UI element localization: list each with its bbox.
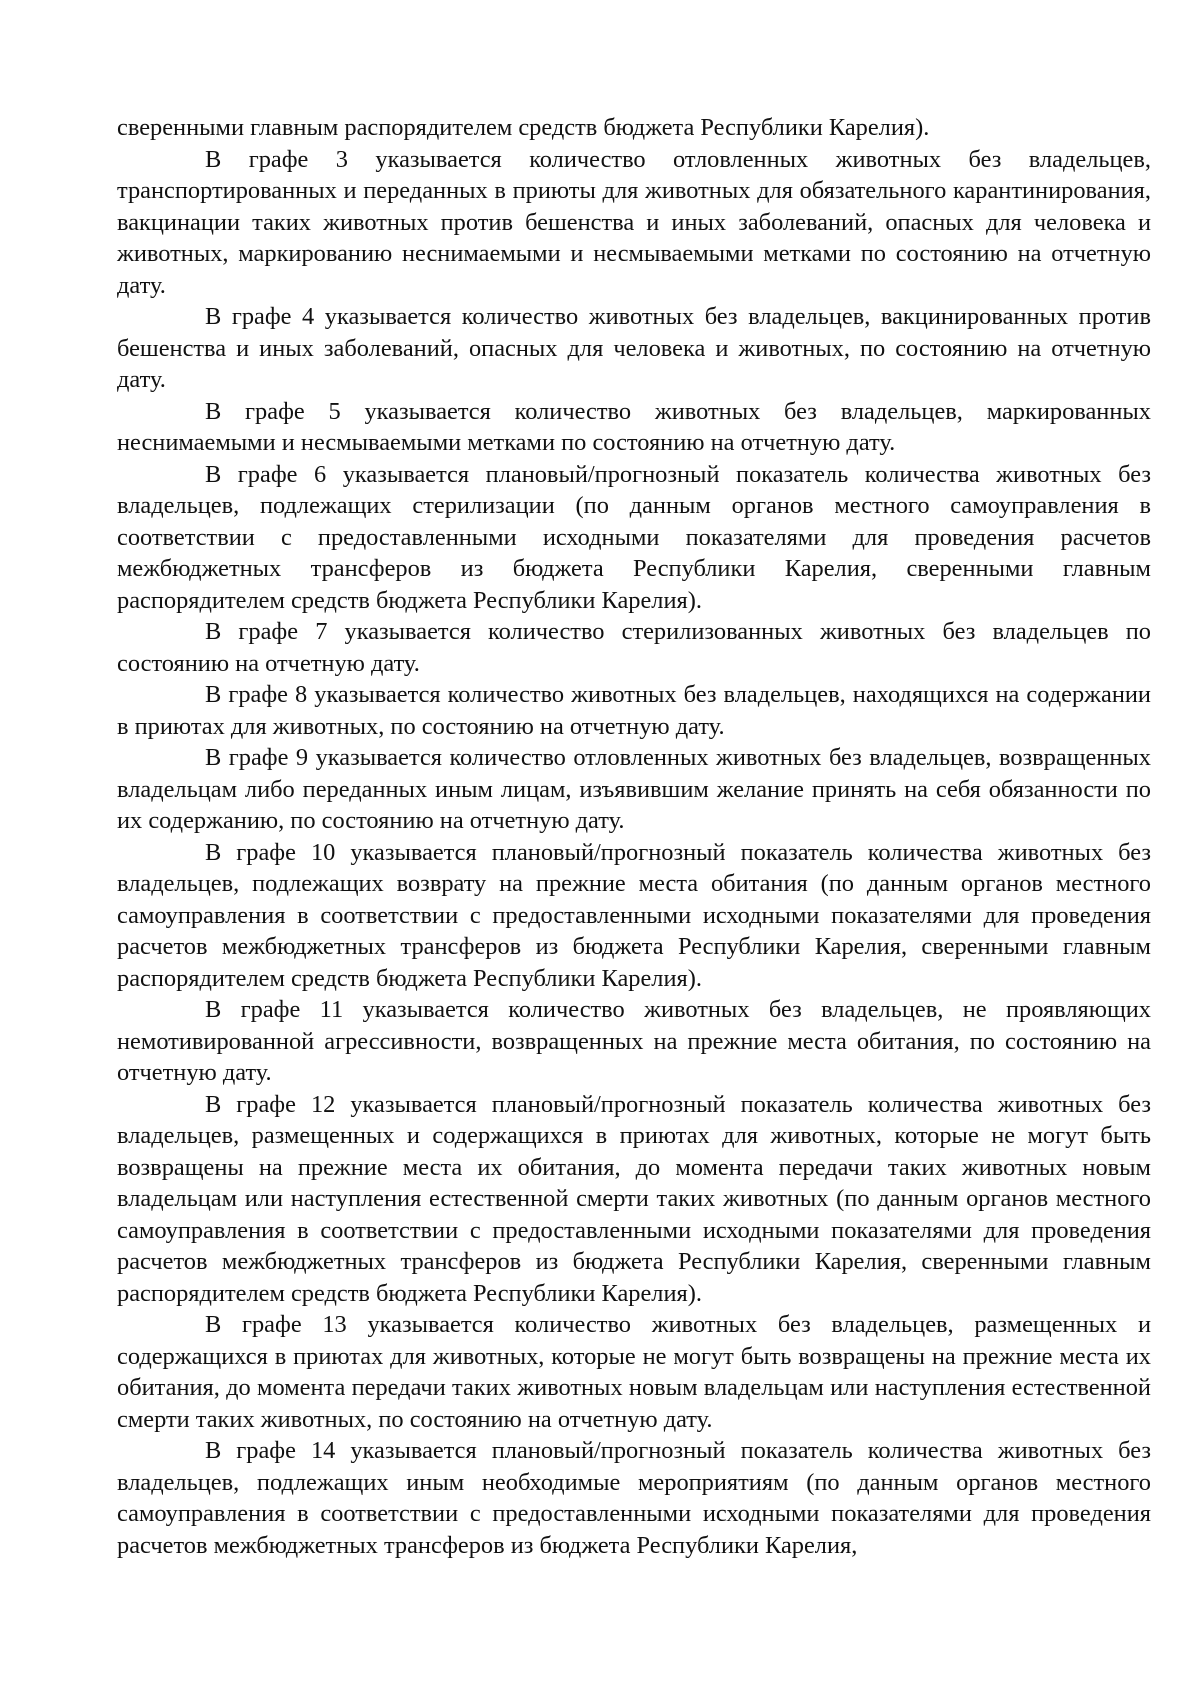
paragraph-column-5: В графе 5 указывается количество животных без владельцев, маркированных неснимаемыми и несмываемыми метками по состоянию на отчетную дату. bbox=[117, 397, 1151, 456]
document-page bbox=[117, 112, 1151, 1561]
paragraph-column-14: В графе 14 указывается плановый/прогнозный показатель количества животных без владельцев, подлежащих иным необходимые мероприятиям (по данным органов местного самоуправления в соответствии с предоставленными исходными показателями для проведения расчетов межбюджетных трансферов из бюджета Республики Карелия, bbox=[117, 1437, 1151, 1559]
paragraph-column-10: В графе 10 указывается плановый/прогнозный показатель количества животных без владельцев, подлежащих возврату на прежние места обитания (по данным органов местного самоуправления в соответствии с предоставленными исходными показателями для проведения расчетов межбюджетных трансферов из бюджета Республики Карелия, сверенными главным распорядителем средств бюджета Республики Карелия). bbox=[117, 838, 1151, 992]
paragraph-column-9: В графе 9 указывается количество отловленных животных без владельцев, возвращенных владельцам либо переданных иным лицам, изъявившим желание принять на себя обязанности по их содержанию, по состоянию на отчетную дату. bbox=[117, 744, 1151, 834]
paragraph-column-3: В графе 3 указывается количество отловленных животных без владельцев, транспортированных и переданных в приюты для животных для обязательного карантинирования, вакцинации таких животных против бешенства и иных заболеваний, опасных для человека и животных, маркированию неснимаемыми и несмываемыми метками по состоянию на отчетную дату. bbox=[117, 145, 1151, 299]
paragraph-column-11: В графе 11 указывается количество животных без владельцев, не проявляющих немотивированной агрессивности, возвращенных на прежние места обитания, по состоянию на отчетную дату. bbox=[117, 996, 1151, 1086]
paragraph-column-6: В графе 6 указывается плановый/прогнозный показатель количества животных без владельцев, подлежащих стерилизации (по данным органов местного самоуправления в соответствии с предоставленными исходными показателями для проведения расчетов межбюджетных трансферов из бюджета Республики Карелия, сверенными главным распорядителем средств бюджета Республики Карелия). bbox=[117, 460, 1151, 614]
paragraph-column-8: В графе 8 указывается количество животных без владельцев, находящихся на содержании в приютах для животных, по состоянию на отчетную дату. bbox=[117, 681, 1151, 740]
paragraph-column-4: В графе 4 указывается количество животных без владельцев, вакцинированных против бешенства и иных заболеваний, опасных для человека и животных, по состоянию на отчетную дату. bbox=[117, 303, 1151, 393]
paragraph-continuation: сверенными главным распорядителем средств бюджета Республики Карелия). bbox=[117, 114, 930, 141]
paragraph-column-7: В графе 7 указывается количество стерилизованных животных без владельцев по состоянию на отчетную дату. bbox=[117, 618, 1151, 677]
paragraph-column-12: В графе 12 указывается плановый/прогнозный показатель количества животных без владельцев, размещенных и содержащихся в приютах для животных, которые не могут быть возвращены на прежние места их обитания, до момента передачи таких животных новым владельцам или наступления естественной смерти таких животных (по данным органов местного самоуправления в соответствии с предоставленными исходными показателями для проведения расчетов межбюджетных трансферов из бюджета Республики Карелия, сверенными главным распорядителем средств бюджета Республики Карелия). bbox=[117, 1090, 1151, 1307]
paragraph-column-13: В графе 13 указывается количество животных без владельцев, размещенных и содержащихся в приютах для животных, которые не могут быть возвращены на прежние места их обитания, до момента передачи таких животных новым владельцам или наступления естественной смерти таких животных, по состоянию на отчетную дату. bbox=[117, 1311, 1151, 1433]
